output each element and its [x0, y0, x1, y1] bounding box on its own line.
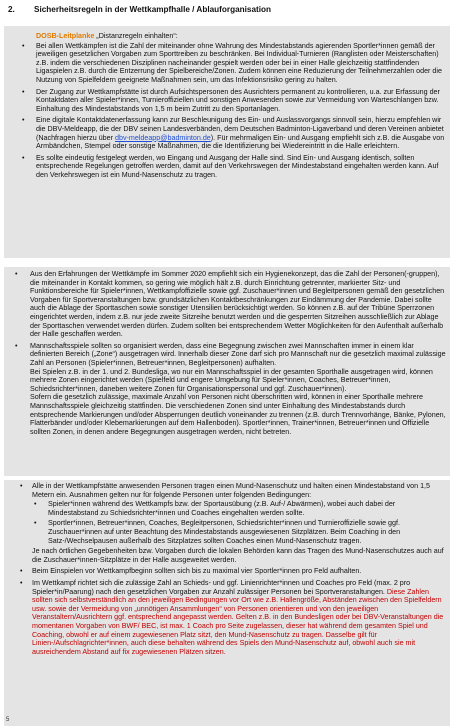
bullet-icon: • [22, 41, 25, 50]
list-item-text: Spieler*innen während des Wettkampfs bzw. der Sportausübung (z.B. Auf-/ Abwärmen), wobei auch dabei der Mindestabstand zu Schiedsrichter*innen und Coaches eingehalten werden sollte. [48, 500, 396, 517]
bullet-list [10, 270, 446, 436]
list-item [10, 567, 446, 576]
section-number: 2. [8, 5, 15, 14]
list-item [10, 482, 446, 564]
list-item-text: Im Wettkampf richtet sich die zulässige Zahl an Schieds- und ggf. Linienrichter*innen und Coaches pro Feld (max. 2 pro Spieler*in/Paarung) nach den gesetzlichen Vorgaben zur Anzahl zulässiger Personen bei Sportveranstaltungen. [32, 578, 411, 596]
list-item-text: Der Zugang zur Wettkampfstätte ist durch Aufsichtspersonen des Ausrichters permanent zu kontrollieren, u.a. zur Erfassung der Kontaktdaten aller Spieler*innen, Turnieroffiziellen und sonstigen Anwesenden sowie zur Vermeidung von Warteschlangen bzw. Einhaltung des Mindestabstands von 1,5 m beim Zutritt zu den Sportanlagen. [36, 87, 440, 113]
list-item-text: Beim Einspielen vor Wettkampfbeginn sollten sich bis zu maximal vier Sportler*innen pro Feld aufhalten. [32, 567, 362, 576]
list-item-text: Sportler*innen, Betreuer*innen, Coaches, Begleitpersonen, Schiedsrichter*innen und Turnieroffizielle sowie ggf. Zuschauer*innen auf unter Beachtung des Mindestabstands ausgewiesenen Sitzplätzen. Beim Coaching in den Satz-/Wechselpausen außerhalb des Sitzplatzes sollten Coaches einen Mund-Nasenschutz tragen. [48, 519, 401, 545]
list-item [12, 42, 446, 85]
list-item-text: ). Für mehrmaligen Ein- und Ausgang empfiehlt sich z.B. die Ausgabe von Armbändchen, Stempel oder sonstige Maßnahmen, die die Identifizierung bei Wiedereintritt in die Halle erleichtern. [36, 133, 445, 151]
bullet-icon: • [15, 341, 18, 350]
list-item-text: Es sollte eindeutig festgelegt werden, wo Eingang und Ausgang der Halle sind. Sind Ein- und Ausgang identisch, sollten entsprechende Regelungen getroffen werden, damit auf den Verkehrswegen der Mindestabstand eingehalten werden kann. Auf den Verkehrswegen ist ein Mund-Nasenschutz zu tragen. [36, 153, 439, 179]
list-item-text: Bei allen Wettkämpfen ist die Zahl der miteinander ohne Wahrung des Mindestabstands agierenden Sportler*innen gemäß der jeweiligen gesetzlichen Vorgaben zum Sporttreiben zu beschränken. Bei Individual-Turnieren (Ranglisten oder Meisterschaften) z.B. indem die verschiedenen Disziplinen nacheinander gespielt werden oder bei in einer Halle gleichzeitig stattfindenden Ligaspielen z.B. durch die Entzerrung der Spielbereiche/Zonen. Zudem können eine Reduzierung der Teilnehmerzahlen oder die Nutzung von Spielfeldern geeignete Maßnahmen sein, um das Infektionsrisiko gering zu halten. [36, 41, 442, 84]
bullet-icon: • [34, 519, 37, 528]
paragraph: Sofern die gesetzlich zulässige, maximale Anzahl von Personen nicht überschritten wird, können in einer Sporthalle mehrere Mannschaftsspiele gleichzeitig stattfinden. Die verschiedenen Zonen sind unter Einhaltung des Mindestabstands durch entsprechende Markierungen und/oder Absperrungen deutlich voneinander zu trennen (z.B. durch Trennvorhänge, Bänke, Pylonen, Flatterbänder und/oder Klebemarkierungen auf dem Hallenboden). Sportler*innen, Trainer*innen, Betreuer*innen und Offizielle sollten Zonen, in denen andere Begegnungen ausgetragen werden, nicht betreten. [30, 393, 446, 436]
section-heading [8, 6, 271, 15]
leitplanke-text: „Distanzregeln einhalten“: [94, 32, 178, 40]
bullet-icon: • [20, 482, 23, 490]
bullet-icon: • [20, 567, 23, 576]
list-item-text: Alle in der Wettkampfstätte anwesenden Personen tragen einen Mund-Nasenschutz und halten einen Mindestabstand von 1,5 Metern ein. Ausnahmen gelten nur für folgende Personen unter folgenden Bedingungen: [32, 482, 431, 499]
rules-block-distance [4, 26, 450, 258]
list-item-text: Aus den Erfahrungen der Wettkämpfe im Sommer 2020 empfiehlt sich ein Hygienekonzept, das die Zahl der Personen(-gruppen), die miteinander in Kontakt kommen, so gering wie möglich hält z.B. durch Einrichtung getrennter, markierter Sitz- und Funktionsbereiche für Spieler*innen, Wettkampfoffizielle sowie ggf. Zuschauer*innen und Begleitpersonen gemäß den gesetzlichen Vorgaben für Sportveranstaltungen bzw. grundsätzlichen Kontaktbeschränkungen zur Eindämmung der Pandemie. Dabei sollte auch die Ablage der Sporttaschen sowie sonstiger Utensilien berücksichtigt werden. So können z.B. auf der Tribüne Sperrzonen eingerichtet werden, indem z.B. nur jede zweite Sitzreihe benutzt werden und die gesperrten Sitzreihen ausschließlich zur Ablage der Sporttaschen verwendet werden dürfen. Zudem sollten bei entsprechendem Wetter Möglichkeiten für den Aufenthalt außerhalb der Halle geschaffen werden. [30, 270, 445, 339]
bullet-icon: • [22, 87, 25, 96]
bullet-list [10, 482, 446, 656]
section-title: Sicherheitsregeln in der Wettkampfhalle / Ablauforganisation [34, 5, 272, 14]
leitplanke-subtitle [36, 32, 446, 41]
bullet-icon: • [20, 578, 23, 587]
bullet-icon: • [22, 153, 25, 162]
list-item-text: Eine digitale Kontaktdatenerfassung kann zur Beschleunigung des Ein- und Auslassvorgangs sinnvoll sein, hierzu empfehlen wir die DBV-Meldeapp, die der DBV seinen Landesverbänden, dem Deutschen Badminton-Ligaverband und deren Vereinen anbietet (Nachfragen hierzu über [36, 116, 444, 142]
list-item [12, 88, 446, 114]
nested-bullet-list [32, 500, 446, 545]
bullet-icon: • [15, 270, 18, 278]
bullet-icon: • [34, 500, 37, 509]
bullet-list [12, 42, 446, 180]
list-item [12, 116, 446, 150]
rules-block-zones [4, 267, 450, 476]
email-link[interactable]: dbv-meldeapp@badminton.de [115, 133, 211, 142]
page-number: 5 [6, 717, 10, 723]
rules-block-masks [4, 480, 450, 726]
paragraph: Bei Spielen z.B. in der 1. und 2. Bundesliga, wo nur ein Mannschaftsspiel in der gesamten Sporthalle ausgetragen wird, können mehrere Zonen eingerichtet werden (Spielfeld und engere Umgebung für Spieler*innen, Coaches, Betreuer*innen, Schiedsrichter*innen, daneben weitere Zonen für Organisationspersonal und ggf. Zuschauer*innen). [30, 367, 433, 393]
highlighted-text: Diese Zahlen sollten sich selbstverständlich an den jeweiligen Bedingungen vor Ort wie z.B. Hallengröße, Abständen zwischen den Spielfeldern usw. sowie der Vermeidung von „unnötigen Ansammlungen“ von Personen orientieren und von den jeweiligen Veranstaltern/Ausrichtern ggf. entsprechend angepasst werden. Gelten z.B. in den Bundesligen oder bei DBV-Veranstaltungen die momentanen Vorgaben von BWF/ BEC, ist max. 1 Coach pro Seite zugelassen, dieser hat während dem gesamten Spiel und Coaching, obwohl er auf einem zugewiesenen Platz sitzt, den Mund-Nasenschutz zu tragen. Dasselbe gilt für Linien-/Aufschlagrichter*innen, auch diese behalten während des Spiels den Mund-Nasenschutz auf, obwohl auch sie mit ausreichendem Abstand auf fix zugewiesenen Plätzen sitzen. [32, 587, 444, 656]
list-item [12, 154, 446, 180]
list-item [10, 579, 446, 656]
leitplanke-label: DOSB-Leitplanke [36, 32, 95, 40]
list-item [10, 270, 446, 339]
paragraph: Mannschaftsspiele sollten so organisiert werden, dass eine Begegnung zwischen zwei Mannschaften immer in einem klar definierten Bereich („Zone“) ausgetragen wird. Innerhalb dieser Zone darf sich pro Mannschaft nur die gesetzlich maximal zulässige Zahl an Personen (Spieler*innen, Betreuer*innen, Begleitpersonen) aufhalten. [30, 341, 446, 367]
list-item [10, 342, 446, 437]
nested-list-item [32, 519, 446, 545]
nested-list-item [32, 500, 446, 517]
note-paragraph: Je nach örtlichen Gegebenheiten bzw. Vorgaben durch die lokalen Behörden kann das Tragen des Mund-Nasenschutzes auch auf die Zuschauer*innen-Sitzplätze in der Halle ausgeweitet werden. [32, 547, 444, 564]
bullet-icon: • [22, 116, 25, 125]
